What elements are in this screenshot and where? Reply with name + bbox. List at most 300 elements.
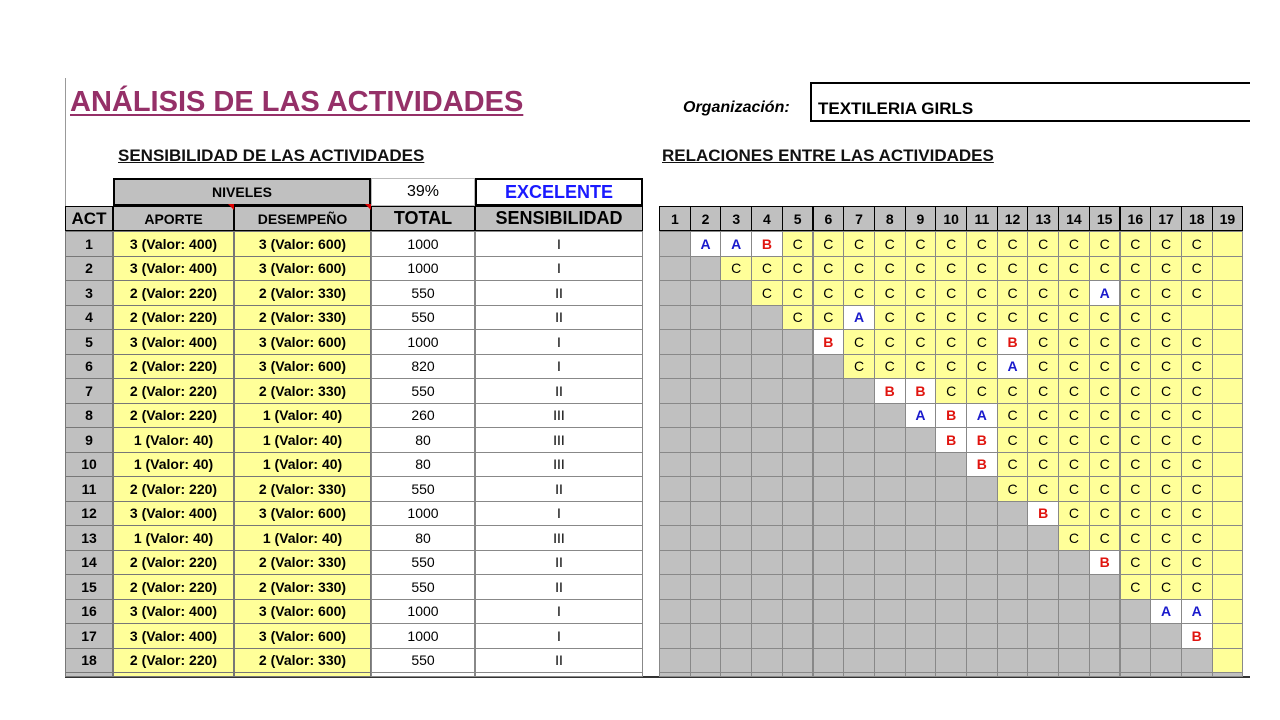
relation-cell[interactable]: C — [905, 231, 937, 257]
relation-cell[interactable]: C — [1181, 525, 1213, 551]
relation-cell[interactable]: C — [874, 329, 906, 355]
matrix-blocked-cell — [690, 476, 722, 502]
relation-cell[interactable]: C — [782, 256, 814, 282]
relation-cell[interactable]: C — [1027, 476, 1059, 502]
relation-cell[interactable]: C — [1181, 476, 1213, 502]
matrix-blocked-cell — [690, 672, 722, 677]
matrix-blocked-cell — [813, 525, 845, 551]
relation-cell-empty[interactable] — [1212, 305, 1244, 331]
aporte-cell[interactable]: 2 (Valor: 220) — [113, 550, 234, 576]
matrix-blocked-cell — [690, 525, 722, 551]
relation-cell[interactable]: C — [905, 305, 937, 331]
relation-cell[interactable]: C — [1150, 476, 1182, 502]
relation-cell[interactable]: C — [874, 305, 906, 331]
act-number-cell: 5 — [65, 329, 113, 355]
relation-cell[interactable]: C — [1120, 574, 1152, 600]
relation-cell[interactable]: C — [1058, 305, 1090, 331]
relation-cell-empty[interactable] — [1212, 623, 1244, 649]
matrix-blocked-cell — [813, 574, 845, 600]
relation-cell-empty[interactable] — [1212, 550, 1244, 576]
matrix-blocked-cell — [935, 550, 967, 576]
desempeno-cell[interactable]: 3 (Valor: 600) — [234, 623, 371, 649]
relation-cell[interactable]: C — [997, 280, 1029, 306]
matrix-blocked-cell — [1120, 648, 1152, 674]
relation-cell-empty[interactable] — [1181, 305, 1213, 331]
aporte-cell[interactable]: 1 (Valor: 40) — [113, 525, 234, 551]
relation-cell[interactable]: C — [935, 378, 967, 404]
relation-cell[interactable]: C — [935, 256, 967, 282]
relation-cell[interactable]: C — [1058, 354, 1090, 380]
matrix-blocked-cell — [782, 378, 814, 404]
relation-cell-empty[interactable] — [1212, 476, 1244, 502]
partial-row-cell — [475, 672, 643, 677]
sensibilidad-cell: I — [475, 501, 643, 527]
relation-cell[interactable]: C — [935, 329, 967, 355]
total-cell: 260 — [371, 403, 475, 429]
relation-cell[interactable]: C — [1120, 378, 1152, 404]
relation-cell[interactable]: C — [1181, 256, 1213, 282]
relation-cell[interactable]: C — [935, 354, 967, 380]
desempeno-cell[interactable]: 2 (Valor: 330) — [234, 378, 371, 404]
relation-cell[interactable]: C — [1120, 231, 1152, 257]
aporte-cell[interactable]: 2 (Valor: 220) — [113, 280, 234, 306]
relation-cell[interactable]: C — [1089, 476, 1121, 502]
aporte-cell[interactable]: 2 (Valor: 220) — [113, 648, 234, 674]
relation-cell[interactable]: C — [1181, 574, 1213, 600]
sensibilidad-cell: I — [475, 329, 643, 355]
relation-cell[interactable]: A — [966, 403, 998, 429]
total-cell: 550 — [371, 280, 475, 306]
relation-cell[interactable]: C — [1120, 354, 1152, 380]
relation-cell[interactable]: C — [966, 231, 998, 257]
relation-cell-empty[interactable] — [1212, 648, 1244, 674]
desempeno-cell[interactable]: 2 (Valor: 330) — [234, 476, 371, 502]
matrix-blocked-cell — [720, 329, 752, 355]
sensibilidad-cell: II — [475, 476, 643, 502]
relation-cell[interactable]: C — [1027, 329, 1059, 355]
relation-cell[interactable]: C — [997, 403, 1029, 429]
relation-cell[interactable]: A — [997, 354, 1029, 380]
matrix-blocked-cell — [966, 501, 998, 527]
relation-cell[interactable]: C — [905, 329, 937, 355]
act-number-cell: 16 — [65, 599, 113, 625]
relation-cell[interactable]: B — [751, 231, 783, 257]
matrix-blocked-cell — [690, 623, 722, 649]
relation-cell[interactable]: A — [905, 403, 937, 429]
desempeno-cell[interactable]: 3 (Valor: 600) — [234, 354, 371, 380]
relation-cell[interactable]: C — [1058, 280, 1090, 306]
relation-cell[interactable]: C — [1058, 378, 1090, 404]
desempeno-cell[interactable]: 2 (Valor: 330) — [234, 280, 371, 306]
relation-cell[interactable]: C — [1058, 329, 1090, 355]
relation-cell[interactable]: C — [1150, 427, 1182, 453]
relation-cell[interactable]: C — [966, 280, 998, 306]
relation-cell[interactable]: C — [1181, 231, 1213, 257]
relation-cell[interactable]: C — [966, 305, 998, 331]
col-header-act: ACT — [65, 206, 113, 231]
relation-cell[interactable]: A — [720, 231, 752, 257]
aporte-cell[interactable]: 2 (Valor: 220) — [113, 378, 234, 404]
desempeno-cell[interactable]: 1 (Valor: 40) — [234, 403, 371, 429]
desempeno-cell[interactable]: 3 (Valor: 600) — [234, 329, 371, 355]
aporte-cell[interactable]: 1 (Valor: 40) — [113, 452, 234, 478]
relation-cell[interactable]: C — [905, 256, 937, 282]
relation-cell[interactable]: C — [966, 329, 998, 355]
matrix-blocked-cell — [782, 354, 814, 380]
desempeno-cell[interactable]: 2 (Valor: 330) — [234, 648, 371, 674]
relation-cell[interactable]: C — [1027, 354, 1059, 380]
relation-cell[interactable]: C — [874, 354, 906, 380]
relation-cell[interactable]: C — [1120, 550, 1152, 576]
relation-cell[interactable]: B — [1027, 501, 1059, 527]
matrix-col-header: 10 — [935, 206, 967, 231]
relation-cell[interactable]: C — [813, 256, 845, 282]
relation-cell[interactable]: C — [1089, 452, 1121, 478]
partial-row-cell — [113, 672, 234, 677]
act-number-cell: 6 — [65, 354, 113, 380]
matrix-blocked-cell — [997, 672, 1029, 677]
matrix-blocked-cell — [1120, 672, 1152, 677]
matrix-blocked-cell — [659, 280, 691, 306]
desempeno-cell[interactable]: 3 (Valor: 600) — [234, 501, 371, 527]
relation-cell-empty[interactable] — [1212, 378, 1244, 404]
matrix-col-header: 19 — [1212, 206, 1244, 231]
relation-cell[interactable]: B — [997, 329, 1029, 355]
relation-cell[interactable]: C — [1027, 427, 1059, 453]
rating-badge: EXCELENTE — [475, 178, 643, 206]
aporte-cell[interactable]: 1 (Valor: 40) — [113, 427, 234, 453]
relation-cell[interactable]: C — [1181, 378, 1213, 404]
relation-cell[interactable]: C — [874, 231, 906, 257]
relation-cell[interactable]: C — [843, 280, 875, 306]
relation-cell[interactable]: C — [935, 231, 967, 257]
relation-cell[interactable]: C — [1181, 354, 1213, 380]
act-number-cell: 13 — [65, 525, 113, 551]
desempeno-cell[interactable]: 2 (Valor: 330) — [234, 550, 371, 576]
desempeno-cell[interactable]: 1 (Valor: 40) — [234, 525, 371, 551]
matrix-blocked-cell — [659, 599, 691, 625]
relation-cell[interactable]: C — [1150, 550, 1182, 576]
relation-cell[interactable]: C — [751, 280, 783, 306]
matrix-blocked-cell — [782, 403, 814, 429]
total-cell: 550 — [371, 476, 475, 502]
relation-cell-empty[interactable] — [1212, 501, 1244, 527]
relation-cell[interactable]: C — [1181, 403, 1213, 429]
matrix-blocked-cell — [720, 427, 752, 453]
relation-cell[interactable]: C — [1120, 305, 1152, 331]
matrix-blocked-cell — [659, 329, 691, 355]
sensibilidad-cell: I — [475, 354, 643, 380]
relation-cell[interactable]: C — [1120, 256, 1152, 282]
aporte-cell[interactable]: 3 (Valor: 400) — [113, 623, 234, 649]
relation-cell[interactable]: C — [997, 452, 1029, 478]
matrix-blocked-cell — [690, 574, 722, 600]
desempeno-cell[interactable]: 2 (Valor: 330) — [234, 574, 371, 600]
matrix-col-header: 17 — [1150, 206, 1182, 231]
relation-cell-empty[interactable] — [1212, 354, 1244, 380]
relation-cell[interactable]: C — [997, 476, 1029, 502]
relation-cell[interactable]: C — [1027, 256, 1059, 282]
relation-cell[interactable]: C — [1089, 525, 1121, 551]
relation-cell[interactable]: C — [966, 256, 998, 282]
relation-cell[interactable]: B — [935, 427, 967, 453]
relation-cell[interactable]: C — [1120, 427, 1152, 453]
relation-cell[interactable]: C — [1150, 354, 1182, 380]
relation-cell[interactable]: C — [782, 280, 814, 306]
relation-cell[interactable]: C — [1181, 501, 1213, 527]
relation-cell[interactable]: C — [1150, 231, 1182, 257]
relation-cell[interactable]: C — [997, 427, 1029, 453]
comment-marker[interactable] — [228, 204, 234, 210]
relation-cell[interactable]: C — [1058, 256, 1090, 282]
matrix-blocked-cell — [813, 354, 845, 380]
matrix-blocked-cell — [782, 648, 814, 674]
matrix-blocked-cell — [905, 550, 937, 576]
relation-cell[interactable]: C — [1181, 329, 1213, 355]
matrix-blocked-cell — [843, 599, 875, 625]
relation-cell[interactable]: B — [966, 427, 998, 453]
matrix-blocked-cell — [935, 525, 967, 551]
aporte-cell[interactable]: 3 (Valor: 400) — [113, 256, 234, 282]
relation-cell[interactable]: A — [1181, 599, 1213, 625]
relation-cell[interactable]: C — [1120, 525, 1152, 551]
matrix-blocked-cell — [690, 501, 722, 527]
relation-cell[interactable]: C — [1181, 452, 1213, 478]
relation-cell[interactable]: C — [1058, 427, 1090, 453]
matrix-blocked-cell — [843, 525, 875, 551]
relation-cell[interactable]: C — [1027, 452, 1059, 478]
matrix-blocked-cell — [782, 550, 814, 576]
relation-cell[interactable]: C — [1181, 427, 1213, 453]
relation-cell[interactable]: C — [935, 305, 967, 331]
relation-cell[interactable]: C — [843, 354, 875, 380]
matrix-blocked-cell — [1089, 672, 1121, 677]
sensibilidad-cell: III — [475, 427, 643, 453]
relation-cell[interactable]: C — [966, 378, 998, 404]
relation-cell[interactable]: C — [1150, 574, 1182, 600]
relation-cell[interactable]: C — [1089, 427, 1121, 453]
relation-cell[interactable]: A — [690, 231, 722, 257]
desempeno-cell[interactable]: 3 (Valor: 600) — [234, 599, 371, 625]
relation-cell[interactable]: C — [843, 256, 875, 282]
matrix-blocked-cell — [966, 550, 998, 576]
relation-cell[interactable]: C — [1120, 403, 1152, 429]
matrix-blocked-cell — [690, 403, 722, 429]
relation-cell[interactable]: C — [1058, 403, 1090, 429]
matrix-blocked-cell — [997, 623, 1029, 649]
aporte-cell[interactable]: 3 (Valor: 400) — [113, 231, 234, 257]
matrix-col-header: 18 — [1181, 206, 1213, 231]
aporte-cell[interactable]: 3 (Valor: 400) — [113, 501, 234, 527]
total-cell: 80 — [371, 427, 475, 453]
relation-cell[interactable]: C — [1089, 305, 1121, 331]
sensibilidad-cell: I — [475, 256, 643, 282]
relation-cell[interactable]: C — [874, 256, 906, 282]
desempeno-cell[interactable]: 1 (Valor: 40) — [234, 452, 371, 478]
aporte-cell[interactable]: 2 (Valor: 220) — [113, 305, 234, 331]
relation-cell[interactable]: C — [997, 378, 1029, 404]
matrix-blocked-cell — [751, 354, 783, 380]
matrix-blocked-cell — [782, 672, 814, 677]
relation-cell[interactable]: C — [720, 256, 752, 282]
relation-cell[interactable]: C — [1150, 280, 1182, 306]
organization-label: Organización: — [683, 99, 790, 116]
relation-cell[interactable]: C — [966, 354, 998, 380]
sensibilidad-cell: I — [475, 623, 643, 649]
relation-cell[interactable]: A — [1150, 599, 1182, 625]
relation-cell-empty[interactable] — [1212, 329, 1244, 355]
relation-cell[interactable]: C — [1089, 256, 1121, 282]
desempeno-cell[interactable]: 1 (Valor: 40) — [234, 427, 371, 453]
relation-cell[interactable]: A — [1089, 280, 1121, 306]
aporte-cell[interactable]: 2 (Valor: 220) — [113, 476, 234, 502]
matrix-blocked-cell — [659, 672, 691, 677]
relation-cell[interactable]: C — [1181, 280, 1213, 306]
matrix-blocked-cell — [1027, 525, 1059, 551]
relation-cell[interactable]: C — [905, 280, 937, 306]
relation-cell[interactable]: C — [1089, 231, 1121, 257]
aporte-cell[interactable]: 3 (Valor: 400) — [113, 329, 234, 355]
matrix-blocked-cell — [843, 427, 875, 453]
relation-cell[interactable]: C — [813, 305, 845, 331]
matrix-col-header: 11 — [966, 206, 998, 231]
relation-cell[interactable]: C — [1027, 378, 1059, 404]
relation-cell[interactable]: C — [1120, 476, 1152, 502]
relation-cell[interactable]: C — [1150, 378, 1182, 404]
matrix-col-header: 14 — [1058, 206, 1090, 231]
relation-cell-empty[interactable] — [1212, 256, 1244, 282]
matrix-blocked-cell — [659, 574, 691, 600]
aporte-cell[interactable]: 2 (Valor: 220) — [113, 354, 234, 380]
relation-cell[interactable]: C — [1150, 525, 1182, 551]
matrix-blocked-cell — [1027, 648, 1059, 674]
comment-marker[interactable] — [365, 204, 371, 210]
relation-cell[interactable]: C — [1181, 550, 1213, 576]
relation-cell[interactable]: C — [1089, 501, 1121, 527]
relation-cell-empty[interactable] — [1212, 574, 1244, 600]
matrix-blocked-cell — [690, 427, 722, 453]
matrix-blocked-cell — [782, 623, 814, 649]
relation-cell[interactable]: C — [997, 305, 1029, 331]
matrix-blocked-cell — [874, 672, 906, 677]
relation-cell[interactable]: B — [905, 378, 937, 404]
desempeno-cell[interactable]: 3 (Valor: 600) — [234, 231, 371, 257]
relation-cell[interactable]: C — [1150, 403, 1182, 429]
matrix-blocked-cell — [1027, 672, 1059, 677]
matrix-blocked-cell — [782, 329, 814, 355]
relation-cell[interactable]: B — [935, 403, 967, 429]
relation-cell[interactable]: A — [843, 305, 875, 331]
matrix-blocked-cell — [690, 648, 722, 674]
desempeno-cell[interactable]: 2 (Valor: 330) — [234, 305, 371, 331]
relation-cell[interactable]: C — [782, 231, 814, 257]
matrix-blocked-cell — [720, 280, 752, 306]
relation-cell-empty[interactable] — [1212, 231, 1244, 257]
relation-cell-empty[interactable] — [1212, 427, 1244, 453]
relation-cell[interactable]: C — [1089, 354, 1121, 380]
col-header-sensibilidad: SENSIBILIDAD — [475, 206, 643, 231]
relation-cell[interactable]: C — [813, 231, 845, 257]
relation-cell[interactable]: C — [1150, 452, 1182, 478]
relation-cell[interactable]: C — [935, 280, 967, 306]
relation-cell[interactable]: C — [905, 354, 937, 380]
act-number-cell: 10 — [65, 452, 113, 478]
relation-cell[interactable]: C — [1089, 403, 1121, 429]
matrix-blocked-cell — [1058, 574, 1090, 600]
relation-cell[interactable]: C — [1120, 280, 1152, 306]
matrix-blocked-cell — [720, 672, 752, 677]
relation-cell[interactable]: C — [997, 256, 1029, 282]
relation-cell[interactable]: C — [1027, 280, 1059, 306]
relation-cell[interactable]: C — [1150, 329, 1182, 355]
matrix-col-header: 5 — [782, 206, 814, 231]
relation-cell[interactable]: C — [1058, 452, 1090, 478]
sensibilidad-cell: II — [475, 305, 643, 331]
relation-cell[interactable]: C — [1027, 231, 1059, 257]
aporte-cell[interactable]: 2 (Valor: 220) — [113, 403, 234, 429]
relation-cell[interactable]: C — [1058, 476, 1090, 502]
relation-cell[interactable]: B — [1181, 623, 1213, 649]
relation-cell[interactable]: C — [1027, 403, 1059, 429]
sensibilidad-cell: II — [475, 378, 643, 404]
relation-cell[interactable]: C — [751, 256, 783, 282]
act-number-cell: 17 — [65, 623, 113, 649]
relation-cell[interactable]: C — [1027, 305, 1059, 331]
relation-cell[interactable]: C — [1058, 231, 1090, 257]
relation-cell[interactable]: C — [1150, 256, 1182, 282]
relation-cell[interactable]: C — [1120, 452, 1152, 478]
relation-cell-empty[interactable] — [1212, 599, 1244, 625]
matrix-blocked-cell — [1027, 599, 1059, 625]
relation-cell[interactable]: C — [1089, 329, 1121, 355]
relation-cell[interactable]: C — [1150, 305, 1182, 331]
relation-cell[interactable]: C — [1089, 378, 1121, 404]
relation-cell[interactable]: C — [1058, 501, 1090, 527]
relation-cell[interactable]: B — [874, 378, 906, 404]
act-number-cell: 15 — [65, 574, 113, 600]
organization-field[interactable]: TEXTILERIA GIRLS — [810, 82, 1250, 122]
matrix-blocked-cell — [935, 476, 967, 502]
relation-cell[interactable]: C — [813, 280, 845, 306]
act-number-cell: 7 — [65, 378, 113, 404]
desempeno-cell[interactable]: 3 (Valor: 600) — [234, 256, 371, 282]
matrix-col-header: 12 — [997, 206, 1029, 231]
relation-cell[interactable]: B — [1089, 550, 1121, 576]
relation-cell[interactable]: B — [813, 329, 845, 355]
relation-cell[interactable]: C — [1150, 501, 1182, 527]
relation-cell-empty[interactable] — [1212, 525, 1244, 551]
relation-cell-empty[interactable] — [1212, 280, 1244, 306]
relation-cell[interactable]: C — [1120, 329, 1152, 355]
relation-cell[interactable]: B — [966, 452, 998, 478]
relation-cell[interactable]: C — [874, 280, 906, 306]
matrix-blocked-cell — [751, 329, 783, 355]
relation-cell[interactable]: C — [1120, 501, 1152, 527]
matrix-blocked-cell — [1058, 648, 1090, 674]
aporte-cell[interactable]: 2 (Valor: 220) — [113, 574, 234, 600]
relation-cell[interactable]: C — [997, 231, 1029, 257]
relation-cell[interactable]: C — [843, 231, 875, 257]
relation-cell[interactable]: C — [843, 329, 875, 355]
relation-cell-empty[interactable] — [1212, 403, 1244, 429]
relation-cell[interactable]: C — [1058, 525, 1090, 551]
act-number-cell: 14 — [65, 550, 113, 576]
relation-cell[interactable]: C — [782, 305, 814, 331]
percentage-value: 39% — [371, 178, 475, 206]
act-number-cell: 11 — [65, 476, 113, 502]
relation-cell-empty[interactable] — [1212, 452, 1244, 478]
aporte-cell[interactable]: 3 (Valor: 400) — [113, 599, 234, 625]
